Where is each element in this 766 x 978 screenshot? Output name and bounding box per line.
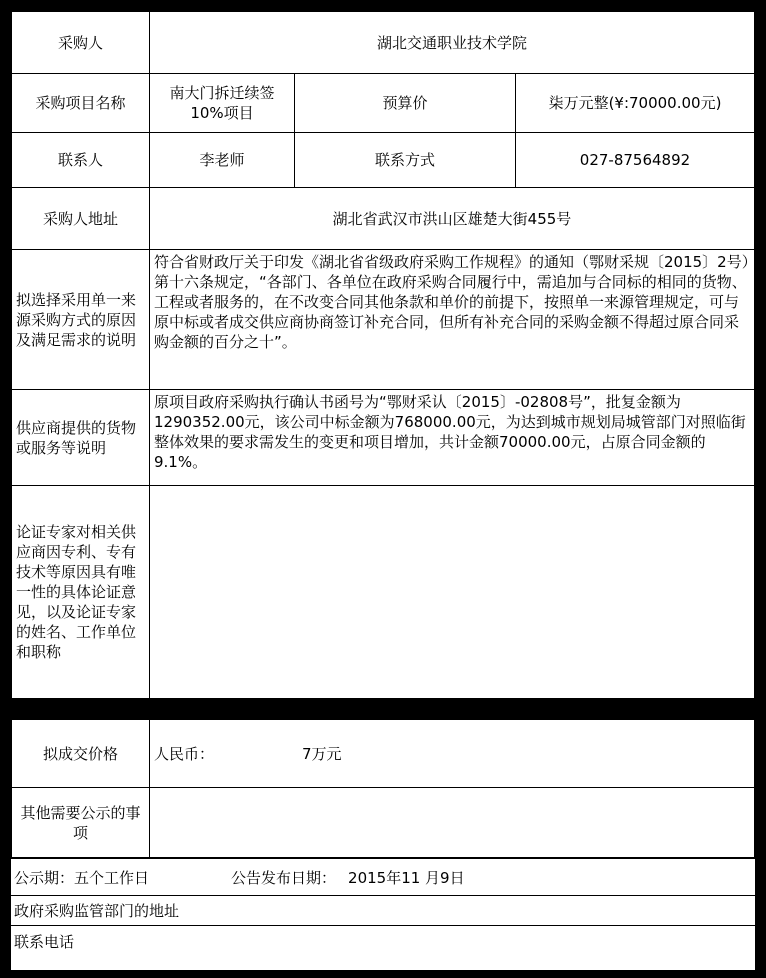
row-project	[12, 74, 755, 133]
supplier-value: 原项目政府采购执行确认书函号为“鄂财采认〔2015〕-02808号”，批复金额为1290352.00元，该公司中标金额为768000.00元，为达到城市规划局城管部门对照临街整体效果的要求需发生的变更和项目增加，共计金额70000.00元，占原合同金额的9.1%。	[150, 390, 755, 486]
other-value	[150, 788, 755, 858]
row-expert	[12, 486, 755, 699]
purchaser-value: 湖北交通职业技术学院	[150, 12, 755, 74]
project-name-label: 采购项目名称	[12, 74, 150, 133]
address-value: 湖北省武汉市洪山区雄楚大街455号	[150, 188, 755, 250]
price-label: 拟成交价格	[12, 720, 150, 788]
price-currency: 人民币：	[154, 744, 215, 763]
expert-value	[150, 486, 755, 699]
reason-label: 拟选择采用单一来源采购方式的原因及满足需求的说明	[12, 250, 150, 390]
publish-date: 2015年11 月9日	[348, 868, 465, 887]
row-address	[12, 188, 755, 250]
budget-label: 预算价	[295, 74, 516, 133]
expert-label: 论证专家对相关供应商因专利、专有技术等原因具有唯一性的具体论证意见，以及论证专家的姓名、工作单位和职称	[12, 486, 150, 699]
publish-date-label: 公告发布日期：	[231, 868, 337, 887]
transaction-info-panel	[11, 712, 755, 970]
divider-strip	[11, 712, 755, 719]
contact-value: 李老师	[150, 133, 295, 188]
row-price	[12, 720, 755, 788]
price-amount: 7万元	[302, 744, 342, 763]
row-supplier	[12, 390, 755, 486]
purchaser-label: 采购人	[12, 12, 150, 74]
price-value	[150, 720, 755, 788]
reason-value: 符合省财政厅关于印发《湖北省省级政府采购工作规程》的通知（鄂财采规〔2015〕2号）第十六条规定，“各部门、各单位在政府采购合同履行中，需追加与合同标的相同的货物、工程或者服务的，在不改变合同其他条款和单价的前提下，按照单一来源管理规定，可与原中标或者成交供应商协商签订补充合同，但所有补充合同的采购金额不得超过原合同采购金额的百分之十”。	[150, 250, 755, 390]
row-contact	[12, 133, 755, 188]
row-purchaser	[12, 12, 755, 74]
supplier-label: 供应商提供的货物或服务等说明	[12, 390, 150, 486]
row-publicity	[11, 858, 755, 896]
row-authority-address	[11, 896, 755, 926]
project-name-value: 南大门拆迁续签10%项目	[150, 74, 295, 133]
address-label: 采购人地址	[12, 188, 150, 250]
procurement-info-table	[11, 11, 755, 698]
budget-value: 柒万元整(¥:70000.00元)	[516, 74, 755, 133]
other-label: 其他需要公示的事项	[12, 788, 150, 858]
contact-method-value: 027-87564892	[516, 133, 755, 188]
publicity-period: 公示期：五个工作日	[14, 868, 150, 887]
row-reason	[12, 250, 755, 390]
contact-method-label: 联系方式	[295, 133, 516, 188]
authority-address-label: 政府采购监管部门的地址	[14, 902, 180, 920]
contact-label: 联系人	[12, 133, 150, 188]
phone-label: 联系电话	[14, 932, 75, 951]
row-phone	[11, 926, 755, 956]
row-other	[12, 788, 755, 858]
